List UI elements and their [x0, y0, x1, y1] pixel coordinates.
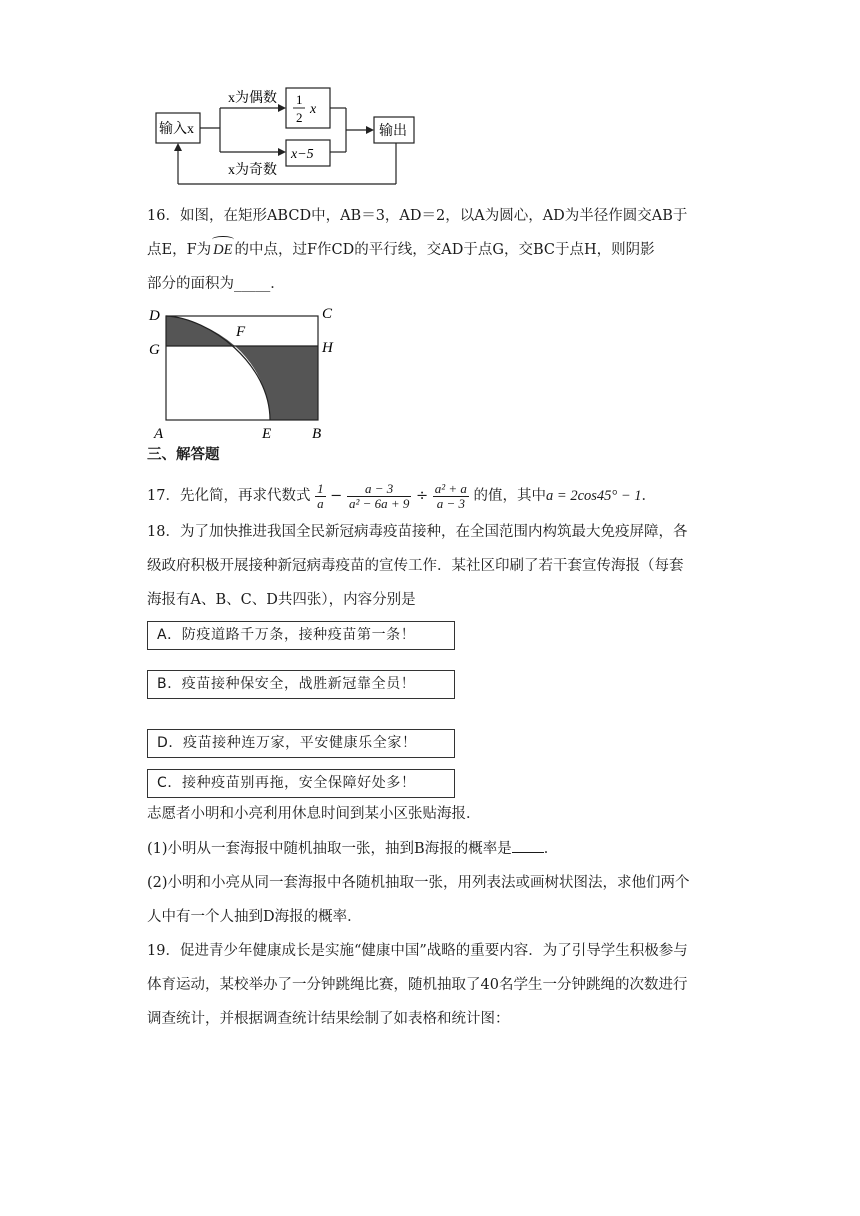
q19-line1: 19．促进青少年健康成长是实施“健康中国”战略的重要内容．为了引导学生积极参与 [147, 943, 688, 959]
q16-arc-de [211, 240, 234, 260]
q17-end: ． [641, 488, 656, 504]
q18-part1 [147, 838, 558, 859]
q16-line2-a: 点E，F为 [147, 242, 212, 258]
q19-line3: 调查统计，并根据调查统计结果绘制了如表格和统计图： [147, 1011, 510, 1027]
answer-blank[interactable] [512, 838, 544, 853]
q17-f2-den: a² − 6a + 9 [348, 495, 410, 511]
flow-even-label: x为偶数 [228, 91, 277, 106]
flow-input-label: 输入x [159, 122, 194, 137]
q18-part1-text: (1)小明从一套海报中随机抽取一张，抽到B海报的概率是 [147, 841, 512, 857]
label-c: C [322, 306, 333, 322]
q17-prefix: 17．先化简，再求代数式 [147, 488, 311, 504]
label-d: D [149, 308, 160, 324]
q18-line2: 级政府积极开展接种新冠病毒疫苗的宣传工作．某社区印刷了若干套宣传海报（每套 [147, 558, 684, 574]
shaded-region-top [166, 316, 235, 346]
q17-f1-num: 1 [317, 480, 324, 496]
q16-line3: 部分的面积为_____． [147, 276, 285, 292]
q17-condition: a = 2cos45° − 1 [546, 488, 642, 504]
q17-fraction-1 [315, 482, 326, 511]
section-heading: 三、解答题 [147, 446, 220, 463]
label-h: H [322, 340, 333, 356]
q17-div: ÷ [416, 488, 429, 504]
flow-half-var: x [310, 102, 317, 117]
label-g: G [149, 342, 160, 358]
flow-half-den: 2 [296, 110, 303, 125]
q16-figure [144, 304, 340, 442]
label-e: E [262, 426, 272, 442]
poster-b: B．疫苗接种保安全，战胜新冠靠全员！ [147, 670, 455, 699]
flow-minus-label: x−5 [291, 147, 314, 162]
q16-line2-b: 的中点，过F作CD的平行线，交AD于点G，交BC于点H，则阴影 [234, 242, 655, 258]
q16-line1: 16．如图，在矩形ABCD中，AB＝3，AD＝2，以A为圆心，AD为半径作圆交AB于 [147, 208, 688, 224]
q17-f3-den: a − 3 [436, 495, 465, 511]
q17-f1-den: a [317, 495, 324, 511]
q16-line2 [147, 240, 655, 260]
poster-a: A．防疫道路千万条，接种疫苗第一条！ [147, 621, 455, 650]
q18-after: 志愿者小明和小亮利用休息时间到某小区张贴海报． [147, 806, 481, 822]
q16-arc-mark [212, 236, 233, 243]
q17-fraction-2 [347, 482, 411, 511]
flow-half-num: 1 [296, 92, 303, 107]
poster-d: D．疫苗接种连万家，平安健康乐全家！ [147, 729, 455, 758]
q17-minus: − [330, 488, 343, 504]
q16-arc-label: DE [213, 242, 233, 258]
flow-output-label: 输出 [379, 124, 407, 139]
q17-fraction-3 [433, 482, 469, 511]
flowchart-diagram [150, 84, 430, 190]
label-b: B [312, 426, 322, 442]
q17-suffix: 的值，其中 [473, 488, 547, 504]
poster-c: C．接种疫苗别再拖，安全保障好处多！ [147, 769, 455, 798]
label-a: A [154, 426, 164, 442]
label-f: F [236, 324, 246, 340]
q18-part1-end: ． [543, 841, 559, 857]
q18-line3: 海报有A、B、C、D共四张），内容分别是 [147, 592, 416, 608]
flow-odd-label: x为奇数 [228, 163, 277, 178]
shaded-region-right [235, 346, 318, 420]
q17-f2-num: a − 3 [347, 482, 411, 497]
q18-line1: 18．为了加快推进我国全民新冠病毒疫苗接种，在全国范围内构筑最大免疫屏障，各 [147, 524, 688, 540]
q18-part2-line1: (2)小明和小亮从同一套海报中各随机抽取一张，用列表法或画树状图法，求他们两个 [147, 875, 690, 891]
q19-line2: 体育运动，某校举办了一分钟跳绳比赛，随机抽取了40名学生一分钟跳绳的次数进行 [147, 977, 688, 993]
q18-part2-line2: 人中有一个人抽到D海报的概率． [147, 909, 362, 925]
q17-line [147, 478, 656, 514]
flow-half-box [286, 88, 330, 128]
q17-f3-num: a² + a [434, 480, 467, 496]
